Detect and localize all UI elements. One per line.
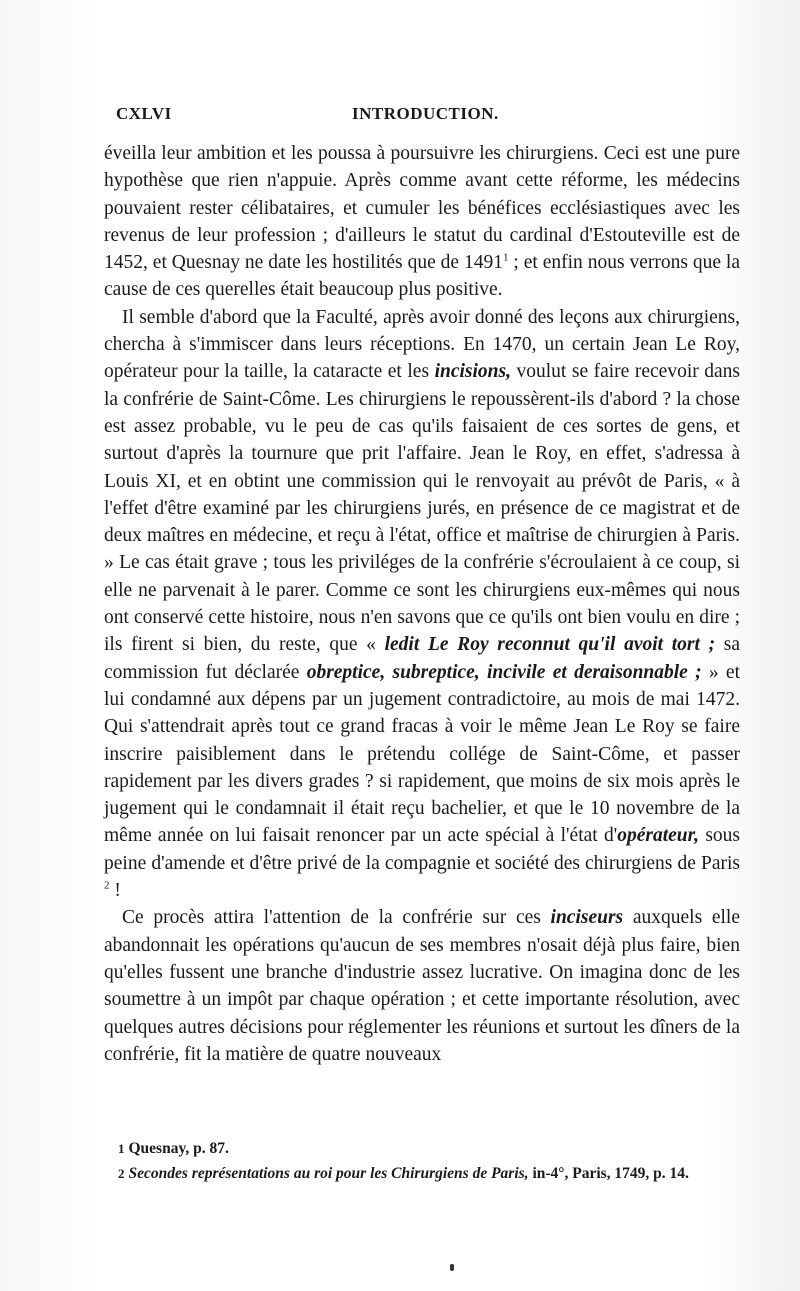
paragraph: [104, 140, 740, 304]
italic-text: Secondes représentations au roi pour les Chirurgiens de Paris,: [128, 1165, 529, 1182]
footnote: [118, 1136, 738, 1161]
paragraph: [104, 304, 740, 905]
footnote: [118, 1161, 738, 1186]
text-segment: auxquels elle abandonnait les opérations qu'aucun de ses membres n'osait déjà plus faire, bien qu'elles fussent une branche d'industrie assez lucrative. On imagina donc de les soumettre à un impôt par chaque opération ; et cette importante résolution, avec quelques autres décisions pour réglementer les réunions et surtout les dîners de la confrérie, fit la matière de quatre nouveaux: [104, 907, 740, 1065]
text-segment: sous peine d'amende et d'être privé de la compagnie et société des chirurgiens de Paris: [104, 825, 740, 874]
text-segment: Il semble d'abord que la Faculté, après avoir donné des leçons aux chirurgiens, chercha à s'immiscer dans leurs réceptions. En 1470, un certain Jean Le Roy, opérateur pour la taille, la cataracte et les: [104, 306, 740, 383]
ink-speck: [450, 1264, 454, 1271]
paragraph: [104, 904, 740, 1068]
italic-text: opérateur,: [617, 825, 700, 847]
text-segment: » et lui condamné aux dépens par un jugement contradictoire, au mois de mai 1472. Qui s'attendrait après tout ce grand fracas à voir le même Jean Le Roy se faire inscrire paisiblement dans le prétendu collége de Saint-Côme, et passer rapidement par les divers grades ? si rapidement, que moins de six mois après le jugement qui le condamnait il était reçu bachelier, et que le 10 novembre de la même année on lui faisait renoncer par un acte spécial à l'état d': [104, 661, 740, 847]
footnote-marker: 1: [118, 1141, 125, 1156]
italic-text: inciseurs: [550, 907, 624, 929]
text-segment: éveilla leur ambition et les poussa à poursuivre les chirurgiens. Ceci est une pure hypothèse que rien n'appuie. Après comme avant cette réforme, les médecins pouvaient rester célibataires, et cumuler les bénéfices ecclésiastiques avec les revenus de leur profession ; d'ailleurs le statut du cardinal d'Estouteville est de 1452, et Quesnay ne date les hostilités que de 1491: [104, 143, 740, 274]
text-segment: in-4°, Paris, 1749, p. 14.: [528, 1165, 689, 1182]
running-title: INTRODUCTION.: [352, 104, 499, 123]
footnotes: [118, 1136, 738, 1186]
folio-number: CXLVI: [116, 104, 172, 123]
footnote-ref: 1: [502, 251, 509, 264]
italic-text: obreptice, subreptice, incivile et deraisonnable ;: [306, 661, 702, 683]
footnote-marker: 2: [118, 1166, 125, 1181]
footnote-ref: 2: [104, 879, 110, 892]
text-segment: !: [109, 880, 121, 902]
text-segment: Ce procès attira l'attention de la confrérie sur ces: [122, 907, 551, 929]
text-segment: sa commission fut déclarée: [104, 634, 740, 683]
text-segment: ; et enfin nous verrons que la cause de ces querelles était beaucoup plus positive.: [104, 252, 740, 301]
page-header: [116, 104, 736, 130]
text-segment: voulut se faire recevoir dans la confrérie de Saint-Côme. Les chirurgiens le repoussèrent-ils d'abord ? la chose est assez probable, vu le peu de cas qu'ils faisaient de ces sortes de gens, et surtout d'après la tournure que prit l'affaire. Jean le Roy, en effet, s'adressa à Louis XI, et en obtint une commission qui le renvoyait au prévôt de Paris, « à l'effet d'être examiné par les chirurgiens jurés, en présence de ce magistrat et de deux maîtres en médecine, et reçu à l'état, office et maîtrise de chirurgien à Paris. » Le cas était grave ; tous les priviléges de la confrérie s'écroulaient à ce coup, si elle ne parvenait à le parer. Comme ce sont les chirurgiens eux-mêmes qui nous ont conservé cette histoire, nous n'en savons que ce qu'ils ont bien voulu en dire ; ils firent si bien, du reste, que «: [104, 361, 740, 656]
text-segment: Quesnay, p. 87.: [128, 1140, 229, 1157]
main-text: [104, 140, 740, 1068]
italic-text: incisions,: [434, 361, 511, 383]
italic-text: ledit Le Roy reconnut qu'il avoit tort ;: [384, 634, 716, 656]
